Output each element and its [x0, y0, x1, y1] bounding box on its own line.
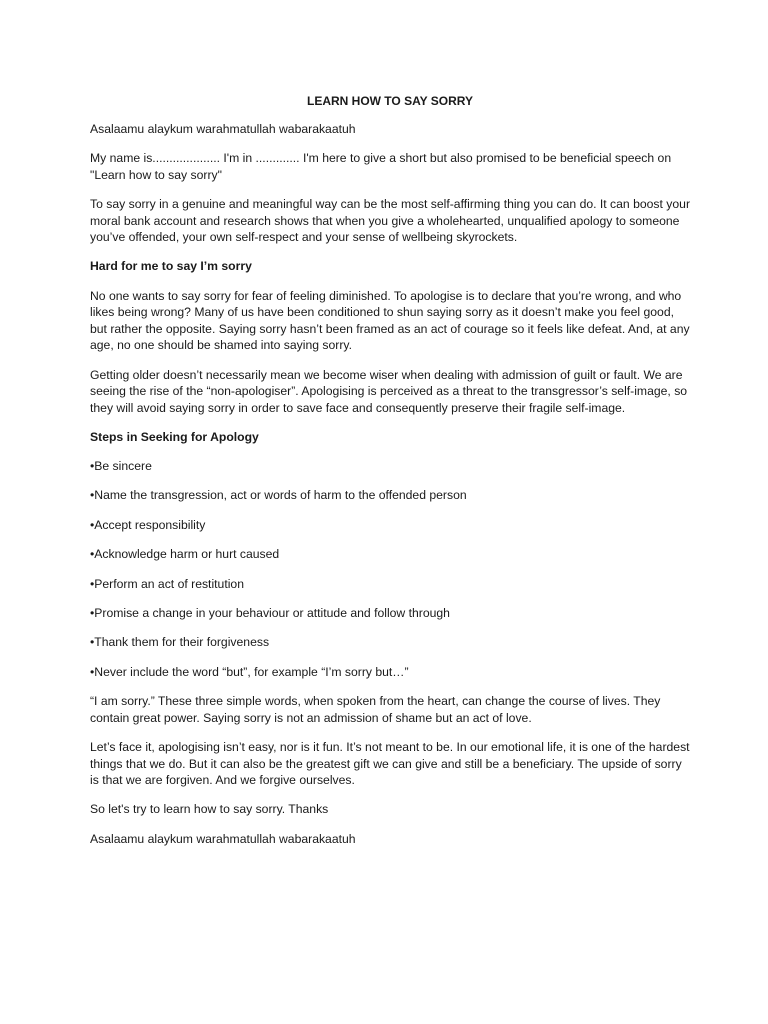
step-item: •Thank them for their forgiveness — [90, 635, 270, 650]
paragraph-i-am-sorry: “I am sorry.” These three simple words, when spoken from the heart, can change the course of lives. They contain great power. Saying sorry is not an admission of shame but an act of love. — [90, 694, 661, 725]
document-title: LEARN HOW TO SAY SORRY — [306, 94, 474, 108]
intro-paragraph: My name is.................... I'm in ............. I'm here to give a short but also promised to be beneficial speech on "Learn how to say sorry" — [90, 151, 672, 182]
paragraph-lets-face-it: Let’s face it, apologising isn’t easy, nor is it fun. It’s not meant to be. In our emotional life, it is one of the hardest things that we do. But it can also be the greatest gift we can give and still be a beneficiary. The upside of sorry is that we are forgiven. And we forgive ourselves. — [90, 739, 690, 788]
section-heading-steps: Steps in Seeking for Apology — [90, 429, 259, 444]
document-page — [90, 93, 690, 860]
step-item: •Be sincere — [90, 459, 152, 474]
step-item: •Name the transgression, act or words of harm to the offended person — [90, 488, 467, 503]
closing-line: So let's try to learn how to say sorry. Thanks — [90, 802, 329, 817]
paragraph-apology-benefits: To say sorry in a genuine and meaningful way can be the most self-affirming thing you can do. It can boost your moral bank account and research shows that when you give a wholehearted, unqualified apology to someone you’ve offended, your own self-respect and your sense of wellbeing skyrockets. — [90, 196, 691, 245]
closing-greeting: Asalaamu alaykum warahmatullah wabarakaatuh — [90, 831, 356, 846]
step-item: •Acknowledge harm or hurt caused — [90, 547, 280, 562]
step-item: •Never include the word “but”, for example “I’m sorry but…” — [90, 664, 409, 679]
paragraph-fear-of-sorry: No one wants to say sorry for fear of feeling diminished. To apologise is to declare that you’re wrong, and who likes being wrong? Many of us have been conditioned to shun saying sorry as it doesn’t make you feel good, but rather the opposite. Saying sorry hasn’t been framed as an act of courage so it feels like defeat. And, at any age, no one should be shamed into saying sorry. — [90, 288, 690, 353]
step-item: •Perform an act of restitution — [90, 576, 244, 591]
step-item: •Promise a change in your behaviour or attitude and follow through — [90, 606, 450, 621]
opening-greeting: Asalaamu alaykum warahmatullah wabarakaatuh — [90, 122, 356, 136]
paragraph-non-apologiser: Getting older doesn’t necessarily mean we become wiser when dealing with admission of guilt or fault. We are seeing the rise of the “non-apologiser”. Apologising is perceived as a threat to the transgressor’s self-image, so they will avoid saying sorry in order to save face and consequently preserve their fragile self-image. — [90, 367, 688, 415]
step-item: •Accept responsibility — [90, 517, 206, 532]
section-heading-hard-to-say-sorry: Hard for me to say I’m sorry — [90, 259, 252, 274]
